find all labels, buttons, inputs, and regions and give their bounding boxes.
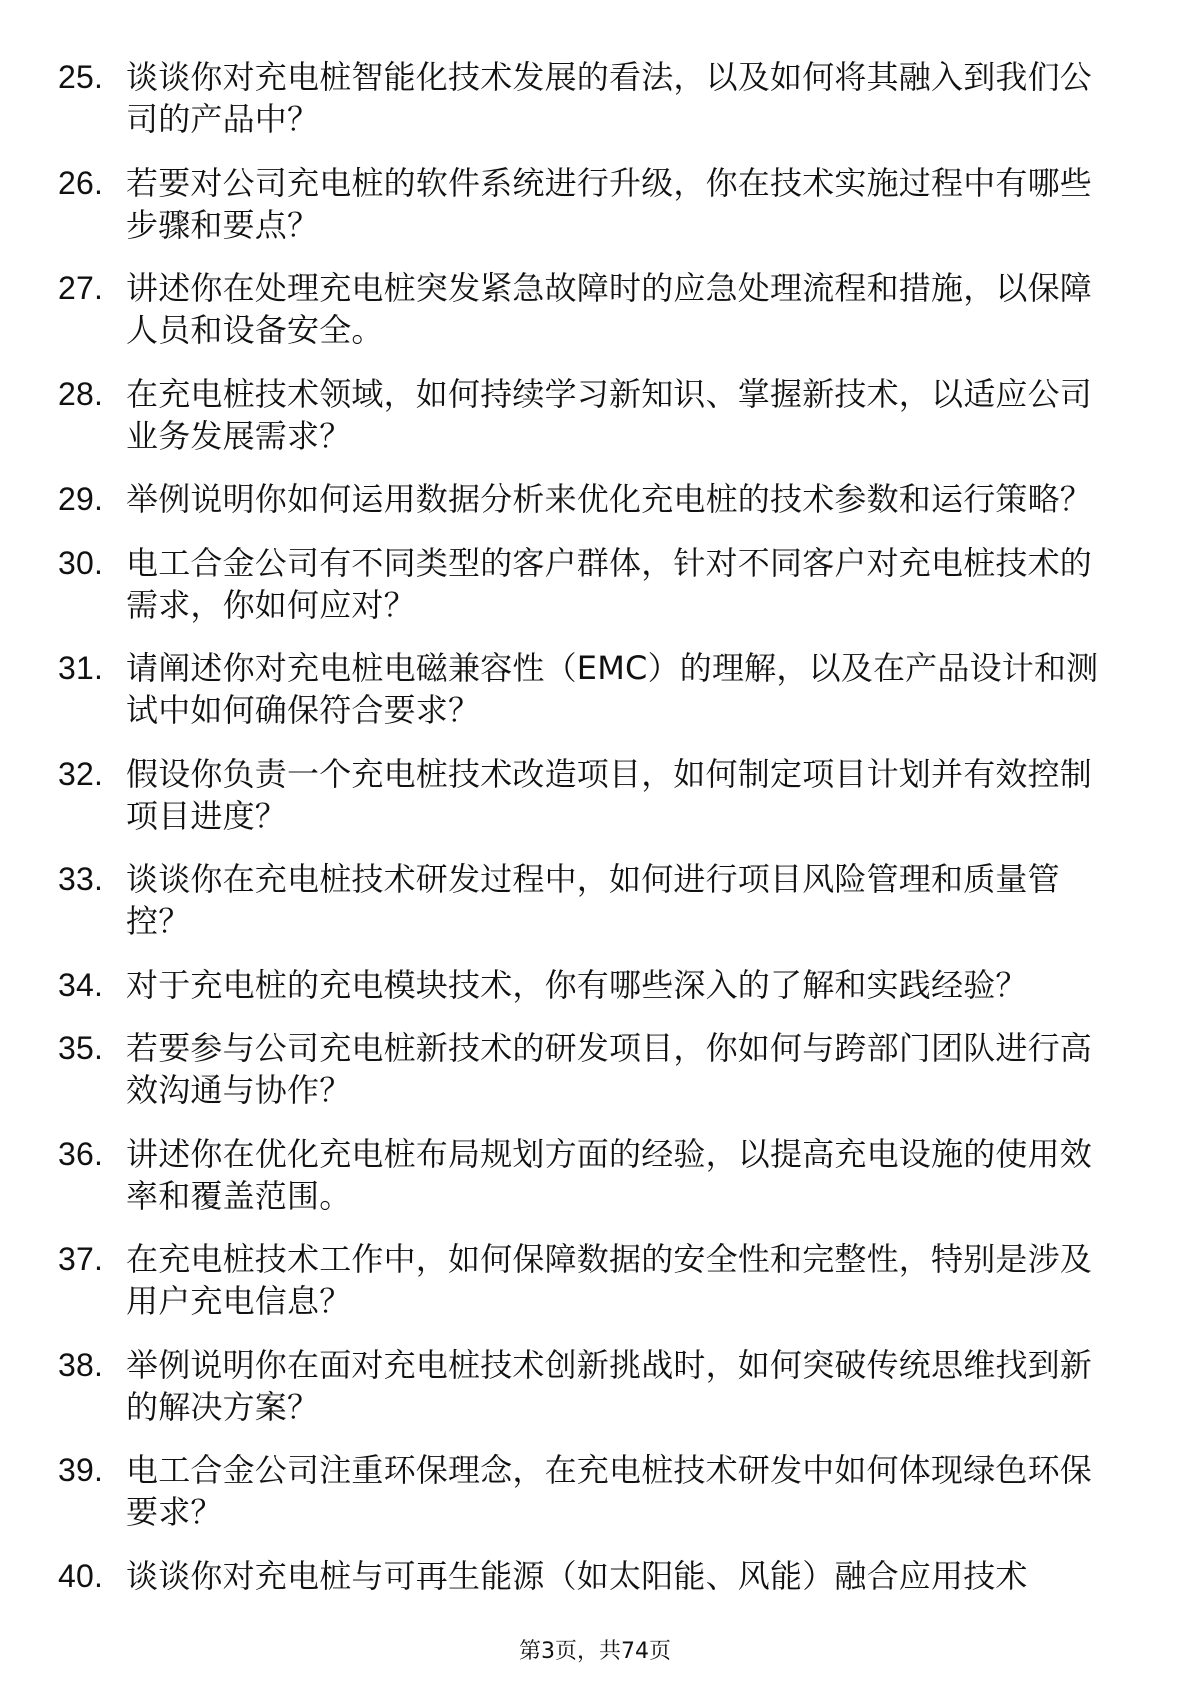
question-item <box>58 858 1118 942</box>
question-number: 36. <box>58 1135 104 1172</box>
question-number: 32. <box>58 755 104 792</box>
question-item <box>58 1133 1118 1217</box>
question-text: 谈谈你对充电桩与可再生能源（如太阳能、风能）融合应用技术 <box>126 1556 1028 1595</box>
question-text: 谈谈你在充电桩技术研发过程中，如何进行项目风险管理和质量管控？ <box>126 860 1060 940</box>
question-item <box>58 56 1118 140</box>
question-item <box>58 753 1118 837</box>
question-item <box>58 1555 1118 1597</box>
question-number: 33. <box>58 861 104 897</box>
question-text: 谈谈你对充电桩智能化技术发展的看法，以及如何将其融入到我们公司的产品中？ <box>126 58 1093 138</box>
question-item <box>58 373 1118 457</box>
question-text: 对于充电桩的充电模块技术，你有哪些深入的了解和实践经验？ <box>126 965 1028 1004</box>
question-item <box>58 647 1118 731</box>
question-item <box>58 267 1118 351</box>
question-number: 25. <box>58 59 104 95</box>
question-number: 30. <box>58 544 104 581</box>
question-number: 29. <box>58 481 104 517</box>
question-text: 电工合金公司注重环保理念，在充电桩技术研发中如何体现绿色环保要求？ <box>126 1451 1093 1531</box>
question-number: 35. <box>58 1030 104 1066</box>
question-number: 38. <box>58 1346 104 1383</box>
question-item <box>58 162 1118 246</box>
question-number: 34. <box>58 966 104 1003</box>
question-item <box>58 1027 1118 1111</box>
question-item <box>58 1449 1118 1533</box>
question-text: 请阐述你对充电桩电磁兼容性（EMC）的理解，以及在产品设计和测试中如何确保符合要求？ <box>126 649 1099 729</box>
question-text: 若要对公司充电桩的软件系统进行升级，你在技术实施过程中有哪些步骤和要点？ <box>126 163 1093 244</box>
question-number: 27. <box>58 270 104 306</box>
question-text: 举例说明你如何运用数据分析来优化充电桩的技术参数和运行策略？ <box>126 480 1093 518</box>
question-text: 讲述你在优化充电桩布局规划方面的经验，以提高充电设施的使用效率和覆盖范围。 <box>126 1134 1093 1215</box>
question-text: 在充电桩技术工作中，如何保障数据的安全性和完整性，特别是涉及用户充电信息？ <box>126 1240 1093 1320</box>
question-number: 39. <box>58 1452 104 1488</box>
question-number: 26. <box>58 164 104 201</box>
question-text: 举例说明你在面对充电桩技术创新挑战时，如何突破传统思维找到新的解决方案？ <box>126 1345 1093 1426</box>
question-text: 在充电桩技术领域，如何持续学习新知识、掌握新技术，以适应公司业务发展需求？ <box>126 374 1093 455</box>
question-item <box>58 1238 1118 1322</box>
page-footer <box>0 1638 1190 1666</box>
question-item <box>58 478 1118 520</box>
question-text: 讲述你在处理充电桩突发紧急故障时的应急处理流程和措施，以保障人员和设备安全。 <box>126 269 1093 349</box>
question-list <box>58 56 1118 1618</box>
question-text: 若要参与公司充电桩新技术的研发项目，你如何与跨部门团队进行高效沟通与协作？ <box>126 1029 1093 1109</box>
question-item <box>58 964 1118 1006</box>
page-number-label: 第3页，共74页 <box>519 1639 671 1664</box>
question-number: 31. <box>58 650 104 686</box>
question-item <box>58 1344 1118 1428</box>
question-text: 假设你负责一个充电桩技术改造项目，如何制定项目计划并有效控制项目进度？ <box>126 754 1093 835</box>
question-number: 28. <box>58 375 104 412</box>
question-item <box>58 542 1118 626</box>
question-text: 电工合金公司有不同类型的客户群体，针对不同客户对充电桩技术的需求，你如何应对？ <box>126 543 1093 624</box>
question-number: 37. <box>58 1241 104 1277</box>
question-number: 40. <box>58 1557 104 1594</box>
